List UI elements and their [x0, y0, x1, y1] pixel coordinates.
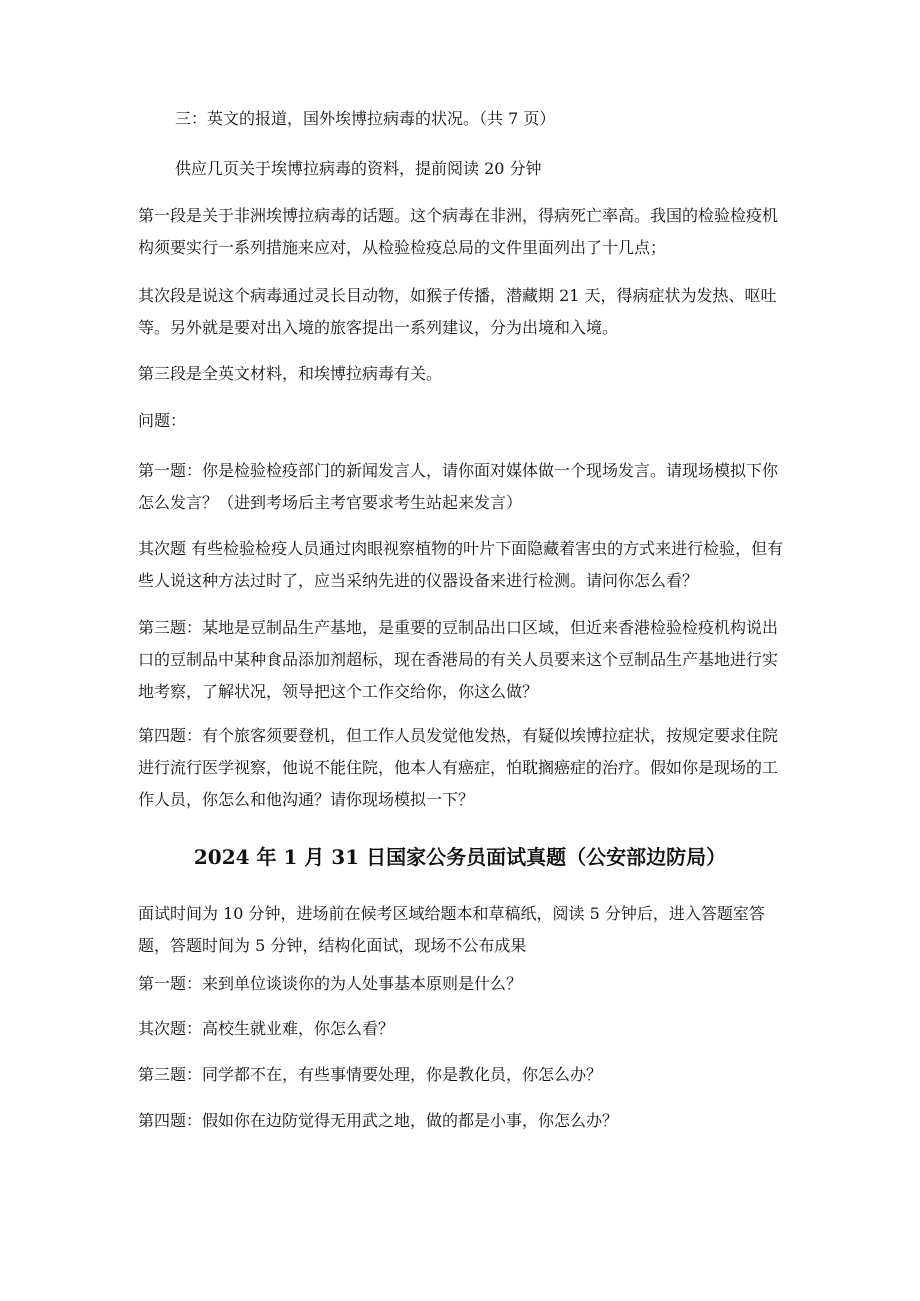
intro-paragraph: 面试时间为 10 分钟，进场前在候考区域给题本和草稿纸，阅读 5 分钟后，进入答题室答题，答题时间为 5 分钟，结构化面试，现场不公布成果 — [138, 904, 765, 955]
border-question-4: 第四题：假如你在边防觉得无用武之地，做的都是小事，你怎么办？ — [138, 1111, 619, 1130]
question-2: 其次题 有些检验检疫人员通过肉眼视察植物的叶片下面隐藏着害虫的方式来进行检验，但有些人说这种方法过时了，应当采纳先进的仪器设备来进行检测。请问你怎么看？ — [138, 539, 784, 590]
border-question-3: 第三题：同学都不在，有些事情要处理，你是教化员，你怎么办？ — [138, 1065, 603, 1084]
paragraph-1: 第一段是关于非洲埃博拉病毒的话题。这个病毒在非洲，得病死亡率高。我国的检验检疫机构须要实行一系列措施来应对，从检验检疫总局的文件里面列出了十几点； — [138, 206, 779, 257]
paragraph-2: 其次段是说这个病毒通过灵长目动物，如猴子传播，潜藏期 21 天，得病症状为发热、呕吐等。另外就是要对出入境的旅客提出一系列建议，分为出境和入境。 — [138, 286, 777, 337]
question-1: 第一题：你是检验检疫部门的新闻发言人，请你面对媒体做一个现场发言。请现场模拟下你怎么发言？（进到考场后主考官要求考生站起来发言） — [138, 461, 779, 512]
section3-note: 供应几页关于埃博拉病毒的资料，提前阅读 20 分钟 — [175, 159, 542, 178]
border-question-1: 第一题：来到单位谈谈你的为人处事基本原则是什么？ — [138, 974, 523, 993]
section3-heading: 三：英文的报道，国外埃博拉病毒的状况。（共 7 页） — [175, 109, 556, 128]
paragraph-3: 第三段是全英文材料，和埃博拉病毒有关。 — [138, 364, 443, 383]
question-4: 第四题：有个旅客须要登机，但工作人员发觉他发热，有疑似埃博拉症状，按规定要求住院进行流行医学视察，他说不能住院，他本人有癌症，怕耽搁癌症的治疗。假如你是现场的工作人员，你怎么和他沟通？请你现场模拟一下？ — [138, 726, 779, 809]
question-3: 第三题：某地是豆制品生产基地，是重要的豆制品出口区域，但近来香港检验检疫机构说出口的豆制品中某种食品添加剂超标，现在香港局的有关人员要来这个豆制品生产基地进行实地考察，了解状况，领导把这个工作交给你，你这么做？ — [138, 618, 779, 701]
section-title: 2024 年 1 月 31 日国家公务员面试真题（公安部边防局） — [193, 845, 727, 869]
questions-label: 问题： — [138, 411, 187, 430]
border-question-2: 其次题：高校生就业难，你怎么看？ — [138, 1019, 395, 1038]
